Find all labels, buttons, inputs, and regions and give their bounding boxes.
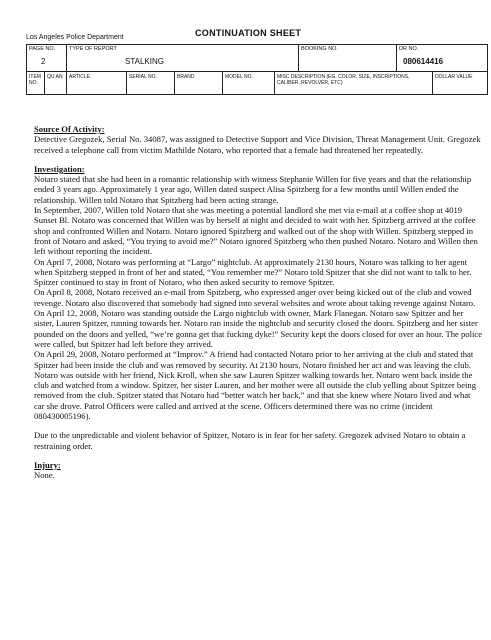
investigation-paragraph-1: Notaro stated that she had been in a romantic relationship with witness Stephanie Willen for five years and that the relationship ended 3 years ago. Approximately 1 year ago, Willen dated suspect Alisa Spitzberg for a few months until Willen ended the relationship. Willen told Notaro that Spitzberg had been acting strange. (34, 174, 472, 205)
investigation-heading: Investigation: (34, 163, 85, 174)
page-no-cell (27, 45, 67, 71)
injury-heading: Injury: (34, 459, 61, 470)
report-narrative (34, 124, 482, 481)
booking-no-label: BOOKING NO. (301, 46, 338, 52)
sheet-title: CONTINUATION SHEET (195, 28, 302, 38)
spacer (34, 421, 482, 430)
booking-no-cell (299, 45, 397, 71)
department-name: Los Angeles Police Department (26, 34, 124, 41)
column-brand: BRAND (175, 72, 223, 94)
spacer (34, 155, 482, 164)
column-serial-no: SERIAL NO. (127, 72, 175, 94)
investigation-paragraph-5: On April 12, 2008, Notaro was standing outside the Largo nightclub with owner, Mark Flanegan. Notaro saw Spitzer and her sister, Lauren Spitzer, running towards her. Notaro ran inside the nightclub and security closed the doors. Spitzberg and her sister pounded on the doors and yelled, “we’re gonna get that fucking dyke!” Security kept the doors closed for over an hour. The police were called, but Spitzer had left before they arrived. (34, 308, 483, 349)
report-form-header (26, 44, 488, 95)
report-type-cell (67, 45, 299, 71)
column-article: ARTICLE (67, 72, 127, 94)
report-type-label: TYPE OF REPORT (69, 46, 117, 52)
dr-no-cell (397, 45, 485, 71)
source-paragraph: Detective Gregozek, Serial No. 34087, was assigned to Detective Support and Vice Division, Threat Management Unit. Gregozek received a telephone call from victim Mathilde Notaro, who reported that a female had threatened her repeatedly. (34, 134, 481, 155)
column-quantity: QU AN (45, 72, 67, 94)
page-no-value: 2 (41, 57, 46, 66)
dr-no-label: DR NO. (399, 46, 419, 52)
source-heading: Source Of Activity: (34, 124, 105, 134)
column-misc-description: MISC DESCRIPTION (EG. COLOR, SIZE, INSCRIPTIONS, CALIBER, REVOLVER, ETC) (275, 72, 433, 94)
investigation-paragraph-4: On April 8, 2008, Notaro received an e-mail from Spitzberg, who expressed anger over being kicked out of the club and vowed revenge. Notaro also discovered that somebody had signed into several websites and wrote about taking revenge against Notaro. (34, 287, 476, 308)
spacer (34, 451, 482, 460)
form-row-identifiers (27, 45, 487, 72)
page-no-label: PAGE NO. (29, 46, 56, 52)
investigation-paragraph-6: On April 29, 2008, Notaro performed at “Improv.” A friend had contacted Notaro prior to her arriving at the club and stated that Spitzer had been inside the club and was removed by security. At 2130 hours, Notaro finished her act and was leaving the club. Notaro was outside with her friend, Nick Kroll, when she saw Lauren Spitzer walking towards her. Notaro went back inside the club and watched from a window. Spitzer, her sister Lauren, and her mother were all outside the club yelling about Spitzer being removed from the club. Spitzer stated that Notaro had “better watch her back,” and that she knew where Notaro lived and what car she drove. Patrol Officers were called and arrived at the scene. Officers determined there was no crime (incident 080430005196). (34, 349, 477, 422)
column-model-no: MODEL NO. (223, 72, 275, 94)
column-dollar-value: DOLLAR VALUE (435, 74, 473, 80)
report-type-value: STALKING (125, 57, 164, 66)
injury-text: None. (34, 470, 55, 481)
form-row-columns (27, 72, 487, 94)
conclusion-paragraph: Due to the unpredictable and violent behavior of Spitzer, Notaro is in fear for her safety. Gregozek advised Notaro to obtain a restraining order. (34, 430, 466, 451)
dr-no-value: 080614416 (403, 57, 444, 66)
investigation-paragraph-2: In September, 2007, Willen told Notaro that she was meeting a potential landlord she met via e-mail at a coffee shop at 4019 Sunset Bl. Notaro was concerned that Willen was by herself at night and decided to wait with her. Spitzberg arrived at the coffee shop and confronted Willen and Notaro. Notaro ignored Spitzberg and walked out of the shop with Willen. Spitzberg stepped in front of Notaro and asked, “You trying to avoid me?” Notaro ignored Spitzberg who then pushed Notaro. Notaro and Willen then left without reporting the incident. (34, 205, 478, 257)
investigation-paragraph-3: On April 7, 2008, Notaro was performing at “Largo” nightclub. At approximately 2130 hours, Notaro was talking to her agent when Spitzberg stepped in front of her and stated, “You remember me?” Notaro told Spitzer that she did not want to talk to her. Spitzer continued to stay in front of Notaro, who then asked security to remove Spitzer. (34, 256, 472, 288)
column-item-no: ITEM NO. (27, 72, 45, 94)
